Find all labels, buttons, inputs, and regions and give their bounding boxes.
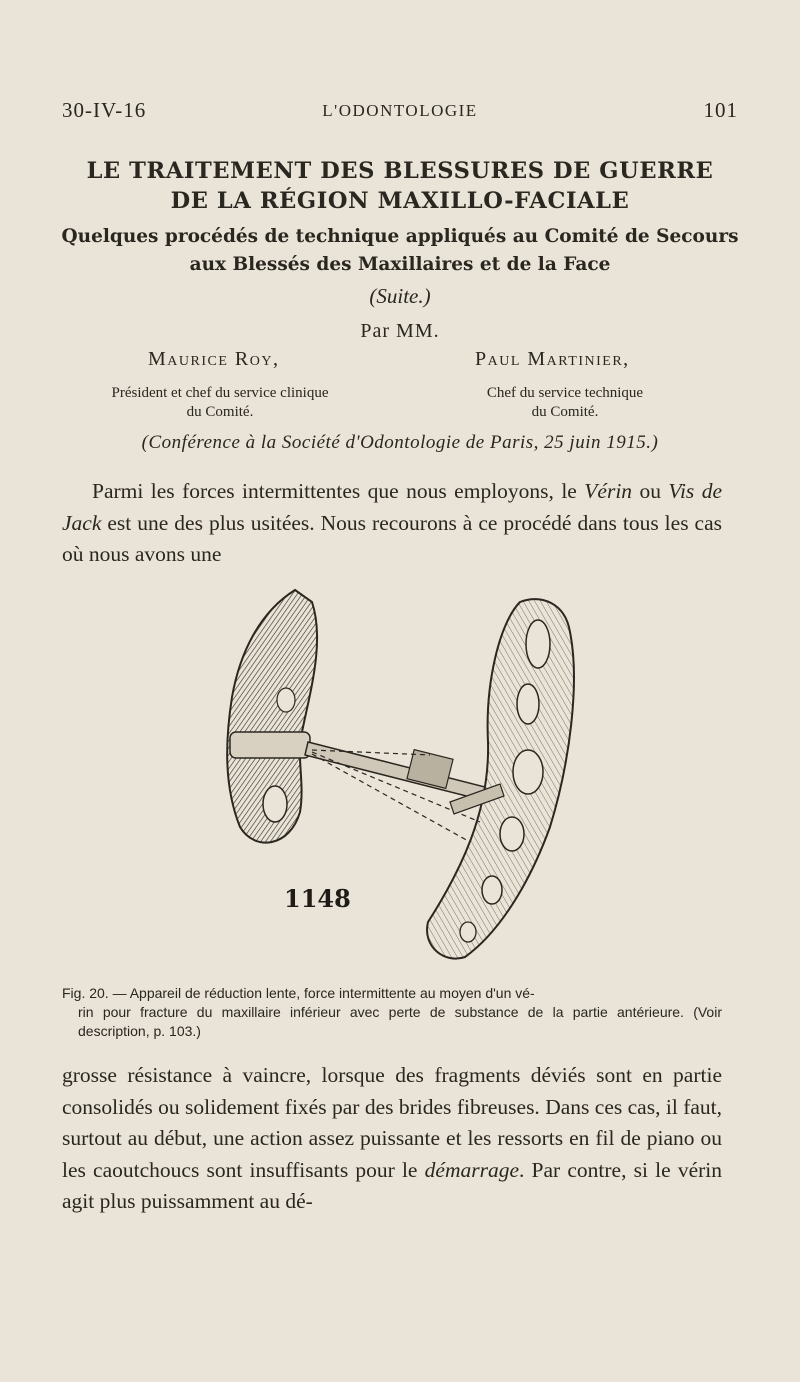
article-subtitle-line1: Quelques procédés de technique appliqués au Comité de Secours — [61, 226, 739, 247]
byline-par: Par MM. — [360, 320, 440, 342]
figure-caption — [62, 984, 722, 1041]
term-vis-de-jack: Vis de Jack — [62, 479, 723, 535]
caption-line: Fig. 20. — Appareil de réduction lente, force intermittente au moyen d'un vé- — [62, 985, 535, 1001]
page-number: 101 — [703, 98, 738, 122]
term-verin: Vérin — [584, 479, 633, 503]
caption-line: rin pour fracture du maxillaire inférieur avec perte de substance de la partie antérieure. (Voir description, p. 103.) — [78, 1004, 722, 1039]
author-name-roy: Maurice Roy, — [148, 348, 280, 370]
author-role-line: du Comité. — [186, 404, 254, 420]
author-name-martinier: Paul Martinier, — [475, 348, 630, 370]
text-run: Parmi les forces intermittentes que nous employons, le — [92, 479, 585, 503]
author-role-line: Chef du service technique — [486, 385, 644, 401]
text-run: grosse résistance à vaincre, lorsque des fragments déviés sont en partie consolidés ou solidement fixés par des brides fibreuses. Dans ces cas, il faut, surtout au début, une action assez puissante et les ressorts en fil de piano ou les caoutchoucs sont insuffisants pour le — [62, 1063, 722, 1182]
body-paragraph-2 — [62, 1060, 722, 1218]
article-title-line1: LE TRAITEMENT DES BLESSURES DE GUERRE — [86, 158, 714, 184]
author-role-line: du Comité. — [531, 404, 599, 420]
suite-note: (Suite.) — [369, 284, 431, 308]
article-subtitle-line2: aux Blessés des Maxillaires et de la Face — [189, 254, 611, 275]
conference-note: (Conférence à la Société d'Odontologie de Paris, 25 juin 1915.) — [141, 432, 659, 453]
text-run: est une des plus usitées. Nous recourons à ce procédé dans tous les cas où nous avons une — [62, 510, 722, 566]
body-paragraph-1 — [62, 476, 722, 571]
issue-date: 30-IV-16 — [62, 98, 147, 122]
journal-name: L'ODONTOLOGIE — [322, 101, 478, 120]
term-demarrage: démarrage — [424, 1157, 520, 1182]
author-role-roy — [60, 384, 380, 422]
text-run: ou — [632, 479, 669, 503]
author-role-martinier — [440, 384, 690, 422]
figure-number-label: 1148 — [284, 884, 351, 913]
figure-jaw-appliance-illustration — [200, 572, 730, 977]
article-title-line2: DE LA RÉGION MAXILLO-FACIALE — [170, 188, 630, 214]
running-head — [62, 98, 738, 128]
text-run: . Par contre, si le vérin agit plus puissamment au dé- — [62, 1157, 722, 1213]
author-role-line: Président et chef du service clinique — [111, 385, 329, 401]
